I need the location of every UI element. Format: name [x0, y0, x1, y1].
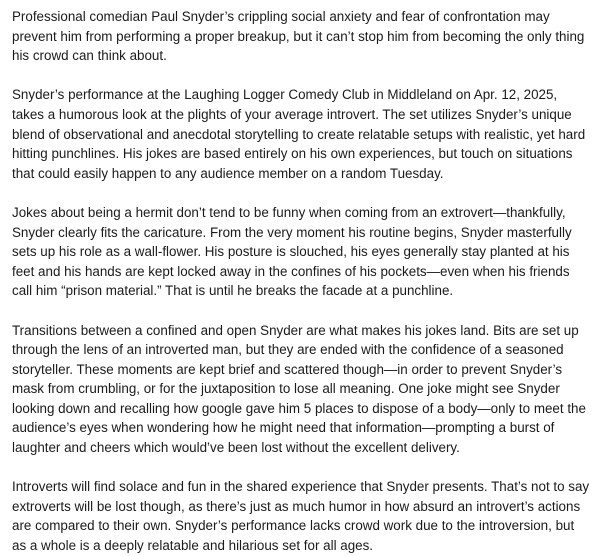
paragraph-conclusion: Introverts will find solace and fun in the shared experience that Snyder presents. That’s not to say extroverts will be lost though, as there’s just as much humor in how absurd an introvert’s actions are compared to their own. Snyder’s performance lacks crowd work due to the introversion, but as a whole is a deeply relatable and hilarious set for all ages.: [12, 479, 590, 554]
paragraph-intro: Professional comedian Paul Snyder’s crippling social anxiety and fear of confrontation may prevent him from performing a proper breakup, but it can’t stop him from becoming the only thing his crowd can think about.: [12, 9, 585, 64]
paragraph-performance: Snyder’s performance at the Laughing Logger Comedy Club in Middleland on Apr. 12, 2025, takes a humorous look at the plights of your average introvert. The set utilizes Snyder’s unique blend of observational and anecdotal storytelling to create relatable setups with realistic, yet hard hitting punchlines. His jokes are based entirely on his own experiences, but touch on situations that could easily happen to any audience member on a random Tuesday.: [12, 87, 586, 181]
paragraph-hermit-jokes: Jokes about being a hermit don’t tend to be funny when coming from an extrovert—thankfully, Snyder clearly fits the caricature. From the very moment his routine begins, Snyder masterfully sets up his role as a wall-flower. His posture is slouched, his eyes generally stay planted at his feet and his hands are kept locked away in the confines of his pockets—even when his friends call him “prison material.” That is until he breaks the facade at a punchline.: [12, 204, 572, 299]
article-body: [12, 7, 592, 556]
paragraph-transitions: Transitions between a confined and open Snyder are what makes his jokes land. Bits are set up through the lens of an introverted man, but they are ended with the confidence of a seasoned storyteller. These moments are kept brief and scattered though—in order to prevent Snyder’s mask from crumbling, or for the juxtaposition to lose all meaning. One joke might see Snyder looking down and recalling how google gave him 5 places to dispose of a body—only to meet the audience’s eyes when wondering how he might need that information—prompting a burst of laughter and cheers which would’ve been lost without the excellent delivery.: [12, 322, 586, 456]
